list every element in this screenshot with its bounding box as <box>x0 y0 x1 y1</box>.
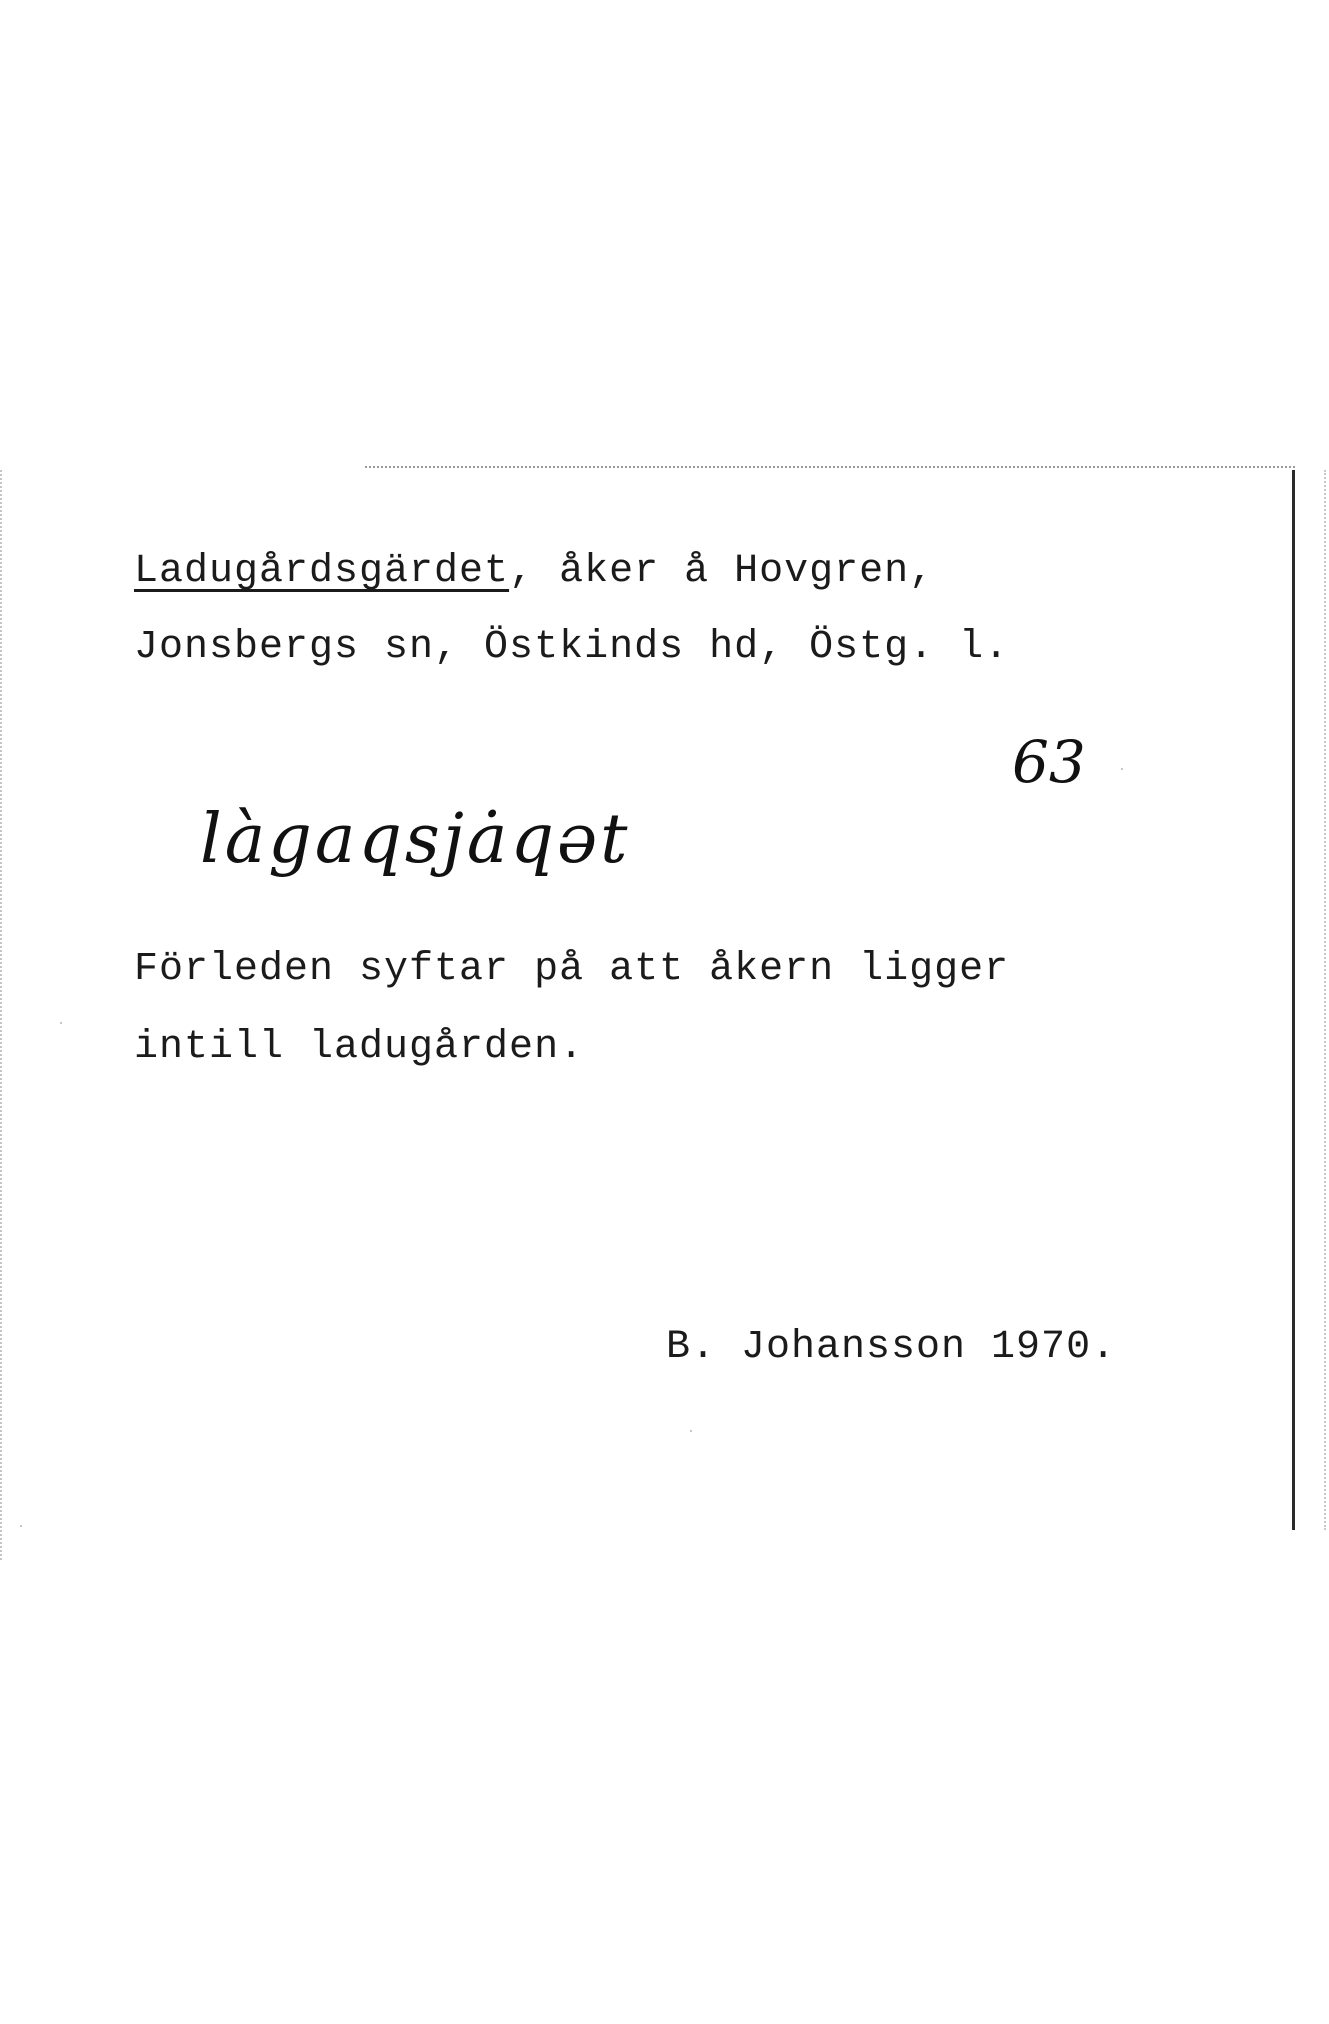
scan-speck <box>690 1430 692 1432</box>
scan-speck <box>20 1525 22 1527</box>
card-heading <box>134 549 935 594</box>
scan-speck <box>60 1022 62 1024</box>
card-right-edge <box>1292 470 1295 1530</box>
scan-speck <box>1121 768 1123 770</box>
signature: B. Johansson 1970. <box>666 1325 1117 1370</box>
scan-margin-right <box>1304 470 1326 1530</box>
phonetic-transcription: làgaqsjȧqət <box>200 800 631 879</box>
explanation-line-2: intill ladugården. <box>134 1025 585 1070</box>
headword: Ladugårdsgärdet <box>134 549 510 594</box>
scan-margin-left <box>0 470 16 1560</box>
explanation-line-1: Förleden syftar på att åkern ligger <box>134 947 1010 992</box>
card-number: 63 <box>1012 728 1086 796</box>
heading-rest: , åker å Hovgren, <box>509 549 935 594</box>
card-top-edge <box>365 466 1295 468</box>
location-line: Jonsbergs sn, Östkinds hd, Östg. l. <box>134 625 1010 670</box>
